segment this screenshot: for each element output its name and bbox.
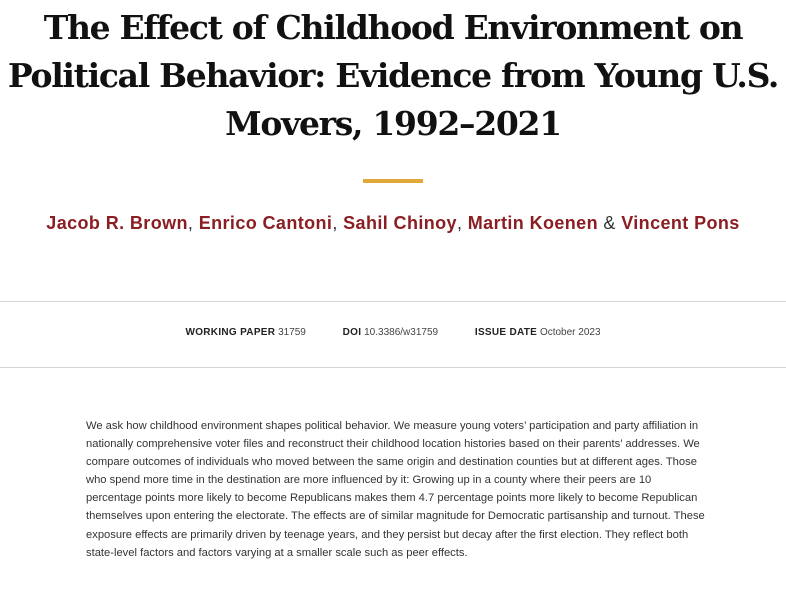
author-link-martin-koenen[interactable]: Martin Koenen xyxy=(467,213,598,233)
working-paper-info xyxy=(185,326,305,340)
issue-date-value: October 2023 xyxy=(539,327,601,338)
doi-value[interactable]: 10.3386/w31759 xyxy=(364,327,439,338)
page-title xyxy=(0,4,786,148)
title-line-2: Political Behavior: Evidence from Young U.S. xyxy=(7,56,779,95)
author-link-sahil-chinoy[interactable]: Sahil Chinoy xyxy=(343,213,457,233)
working-paper-label: WORKING PAPER xyxy=(185,327,276,338)
title-accent-divider xyxy=(363,179,423,183)
title-line-3: Movers, 1992–2021 xyxy=(225,104,561,143)
author-list xyxy=(0,211,786,236)
author-separator: , xyxy=(187,213,194,233)
divider-bottom xyxy=(0,367,786,368)
author-separator: , xyxy=(456,213,463,233)
author-link-jacob-brown[interactable]: Jacob R. Brown xyxy=(46,213,188,233)
title-line-1: The Effect of Childhood Environment on xyxy=(43,8,743,47)
doi-label: DOI xyxy=(342,327,362,338)
issue-date-info xyxy=(475,326,601,340)
author-link-enrico-cantoni[interactable]: Enrico Cantoni xyxy=(198,213,333,233)
paper-metadata xyxy=(0,326,786,340)
abstract-text: We ask how childhood environment shapes political behavior. We measure young voters’ participation and party affiliation in nationally comprehensive voter files and reconstruct their childhood location histories based on their parents’ addresses. We compare outcomes of individuals who moved between the same origin and destination counties but at different ages. Those who spend more time in the destination are more influenced by it: Growing up in a county where their peers are 10 percentage points more likely to become Republicans makes them 4.7 percentage points more likely to become Republican themselves upon entering the electorate. The effects are of similar magnitude for Democratic partisanship and turnout. These exposure effects are primarily driven by teenage years, and they persist but decay after the first election. They reflect both state-level factors and factors varying at a smaller scale such as peer effects. xyxy=(86,420,705,559)
issue-date-label: ISSUE DATE xyxy=(474,327,538,338)
author-link-vincent-pons[interactable]: Vincent Pons xyxy=(621,213,740,233)
divider-top xyxy=(0,301,786,302)
author-separator: , xyxy=(332,213,338,233)
doi-info xyxy=(343,326,438,340)
working-paper-number: 31759 xyxy=(278,327,306,338)
author-ampersand: & xyxy=(603,213,616,233)
